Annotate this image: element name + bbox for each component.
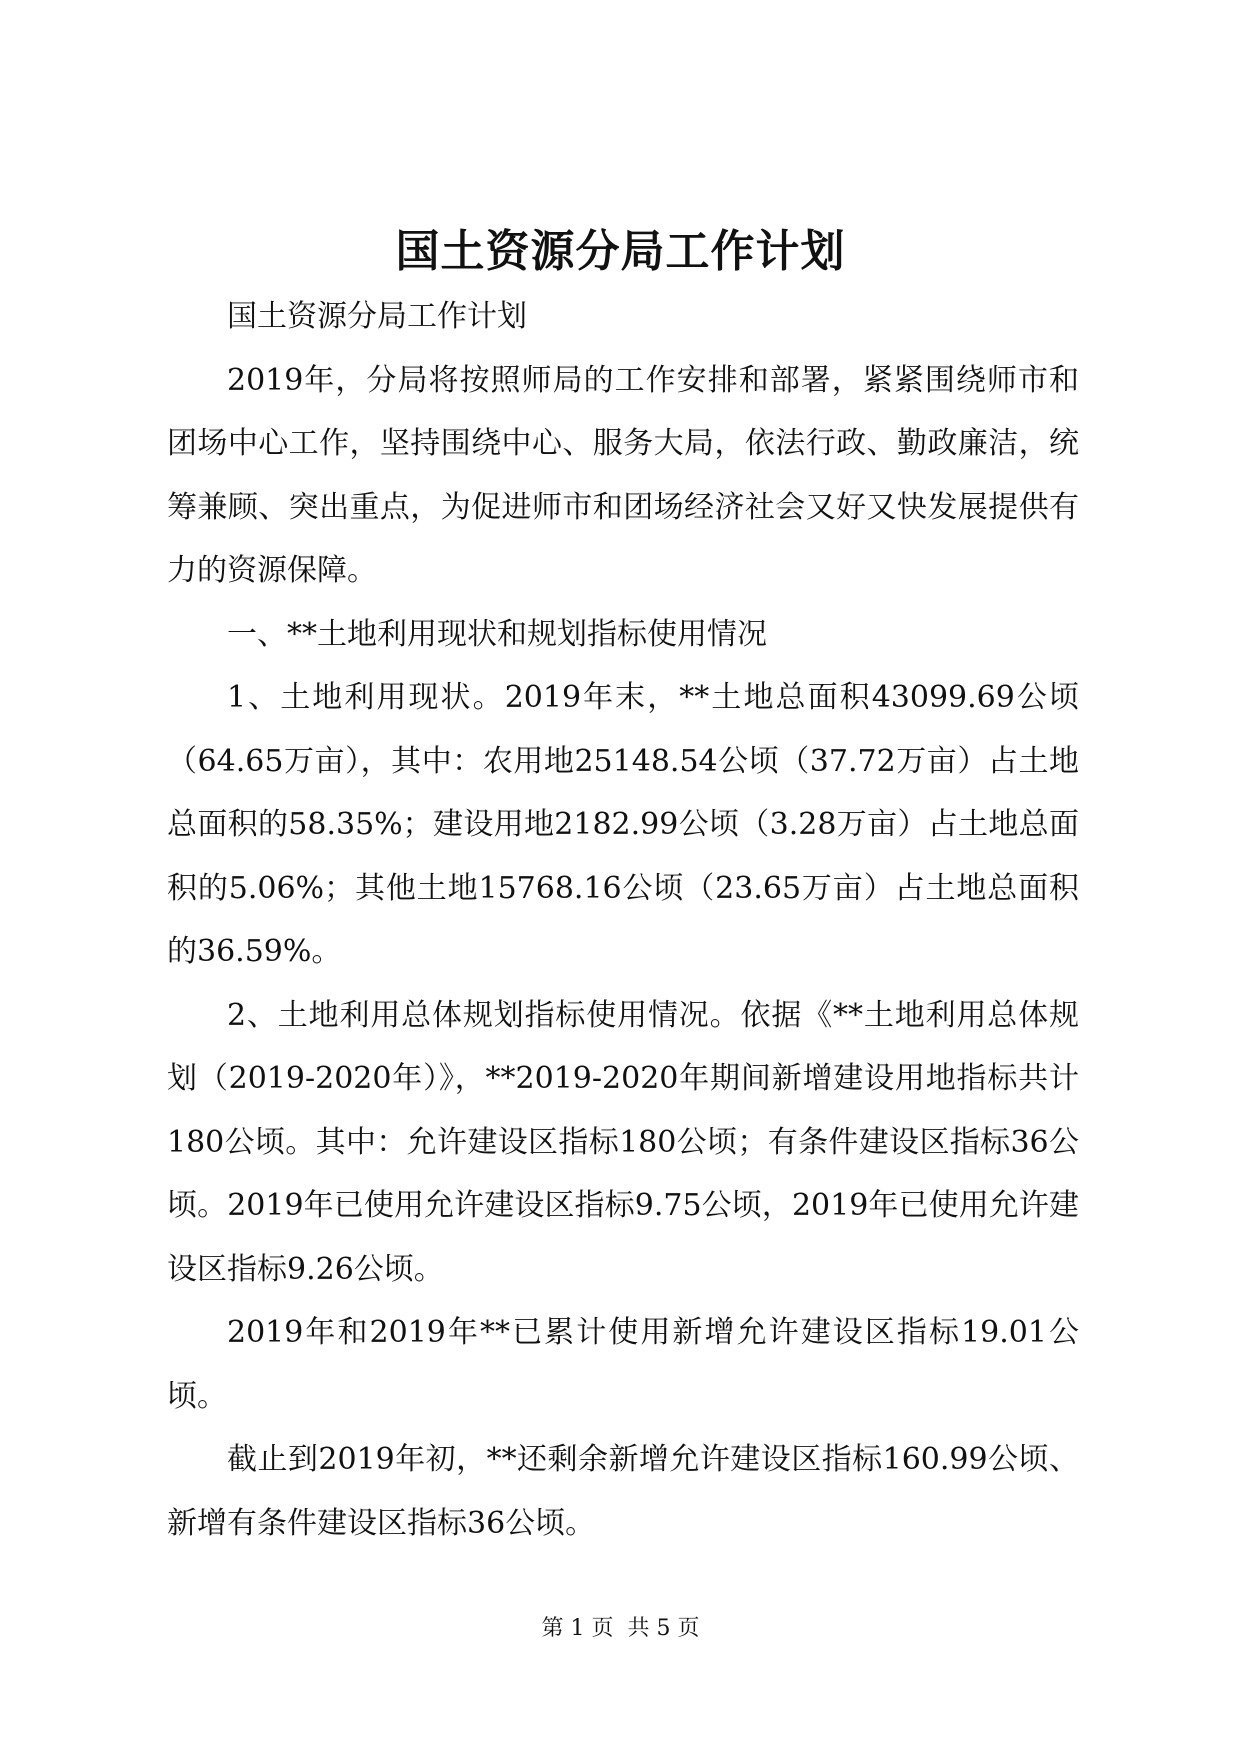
- section-heading-1: 一、**土地利用现状和规划指标使用情况: [227, 616, 767, 652]
- paragraph-land-status: 1、土地利用现状。2019年末，**土地总面积43099.69公顷（64.65万亩），其中：农用地25148.54公顷（37.72万亩）占土地总面积的58.35%；建设用地2182.99公顷（3.28万亩）占土地总面积的5.06%；其他土地15768.16公顷（23.65万亩）占土地总面积的36.59%。: [167, 680, 1079, 969]
- document-body: [167, 285, 1079, 1555]
- paragraph-subtitle: 国土资源分局工作计划: [227, 299, 527, 334]
- document-title: 国土资源分局工作计划: [395, 226, 846, 277]
- paragraph-remaining-indicators: 截止到2019年初，**还剩余新增允许建设区指标160.99公顷、新增有条件建设区指标36公顷。: [167, 1442, 1079, 1541]
- page-total: 共 5 页: [627, 1616, 700, 1641]
- page-number: 第 1 页: [541, 1616, 614, 1641]
- paragraph-intro: 2019年，分局将按照师局的工作安排和部署，紧紧围绕师市和团场中心工作，坚持围绕中心、服务大局，依法行政、勤政廉洁，统筹兼顾、突出重点，为促进师市和团场经济社会又好又快发展提供有力的资源保障。: [167, 362, 1079, 588]
- paragraph-planning-indicators: 2、土地利用总体规划指标使用情况。依据《**土地利用总体规划（2019-2020年）》，**2019-2020年期间新增建设用地指标共计180公顷。其中：允许建设区指标180公顷；有条件建设区指标36公顷。2019年已使用允许建设区指标9.75公顷，2019年已使用允许建设区指标9.26公顷。: [167, 997, 1079, 1287]
- paragraph-cumulative-usage: 2019年和2019年**已累计使用新增允许建设区指标19.01公顷。: [167, 1315, 1079, 1414]
- page-footer: [0, 1614, 1241, 1644]
